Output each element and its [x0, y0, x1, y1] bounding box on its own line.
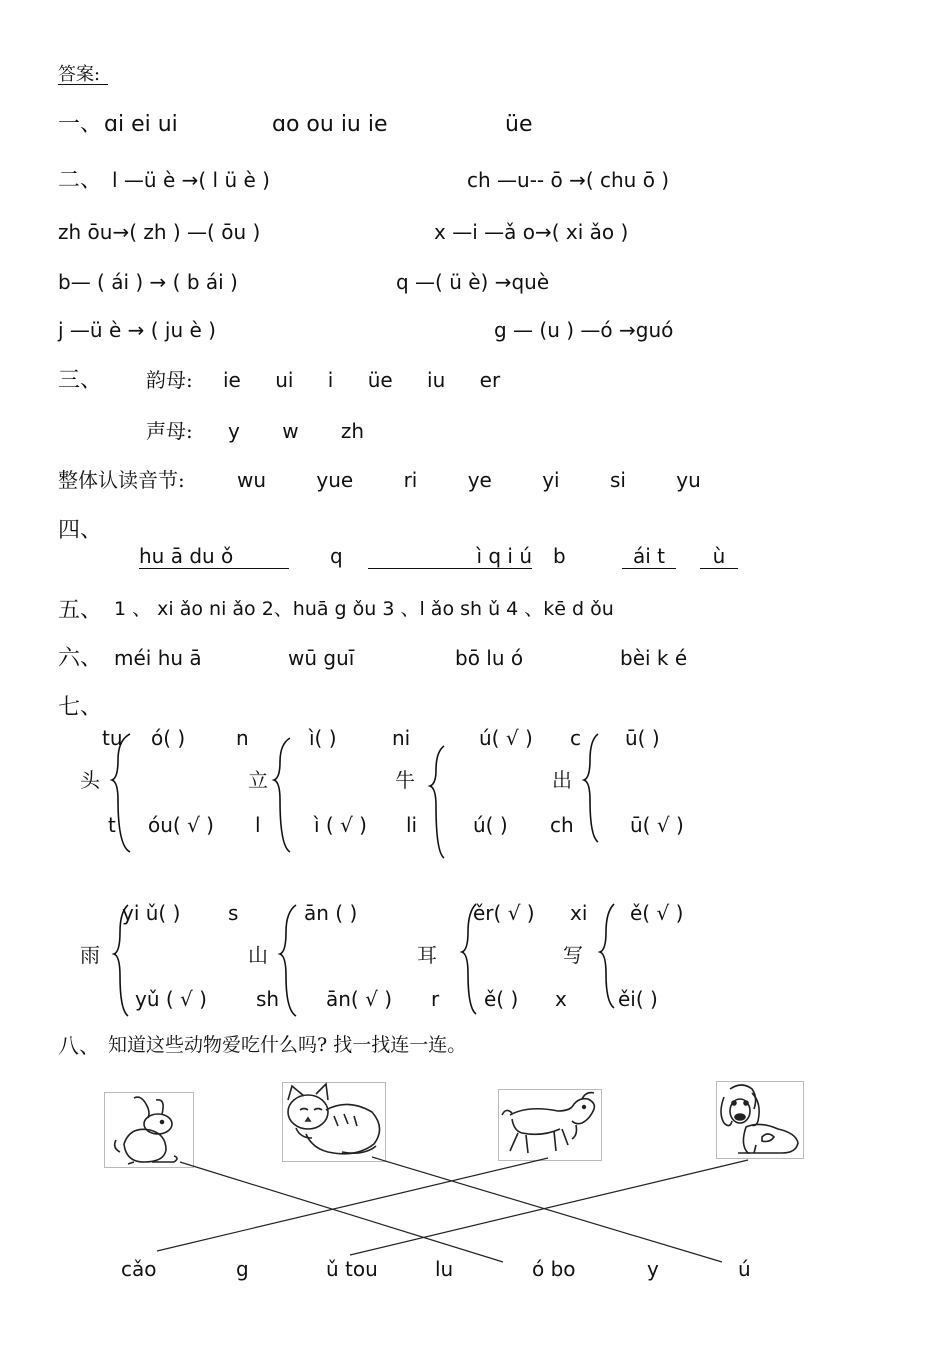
section-2-label: 二、: [58, 168, 103, 193]
spelling-2: ch —u-- ō →( chu ō ): [467, 168, 670, 192]
section-6-label: 六、: [58, 646, 103, 671]
section-8-label: 八、: [58, 1034, 100, 1058]
match-line: [350, 1160, 748, 1255]
section-3-label: 三、: [58, 368, 103, 393]
spelling-6: q —( ü è) →què: [396, 270, 550, 294]
choice-bottom: li: [406, 813, 418, 837]
spelling-7: j —ü è → ( ju è ): [58, 318, 216, 342]
choice-bottom: yǔ ( √ ): [135, 987, 207, 1011]
choice-bottom: t: [108, 813, 116, 837]
word-baitu-1: ái t: [622, 546, 676, 569]
choice-bottom: l: [255, 813, 261, 837]
section-5-label: 五、: [58, 598, 103, 623]
zhengti-label: 整体认读音节:: [58, 468, 185, 492]
shengmu-answers: y w zh: [228, 419, 365, 443]
food-word: ǔ tou: [326, 1257, 378, 1281]
section-4-label: 四、: [58, 518, 103, 543]
hanzi: 雨: [80, 943, 100, 967]
choice-top: n: [236, 726, 249, 750]
word-baitu-2: ù: [700, 546, 738, 569]
food-word: g: [236, 1257, 249, 1281]
hanzi: 立: [248, 768, 268, 792]
answer-heading: 答案:: [58, 66, 108, 85]
word-meihua: méi hu ā: [114, 646, 202, 670]
match-line: [157, 1158, 548, 1251]
shengmu-label: 声母:: [146, 419, 193, 443]
section-1-label: 一、: [58, 112, 103, 137]
choice-bottom: ū( √ ): [630, 813, 684, 837]
yunmu-label: 韵母:: [146, 368, 193, 392]
word-qiqiu: ì q i ú: [368, 546, 532, 569]
choice-bottom: ān( √ ): [326, 987, 392, 1011]
choice-bottom: ì ( √ ): [314, 813, 367, 837]
section-8-instruction: 知道这些动物爱吃什么吗? 找一找连一连。: [108, 1034, 467, 1056]
choice-top: yi ǔ( ): [122, 901, 181, 925]
choice-bottom: óu( √ ): [148, 813, 214, 837]
choice-bottom: r: [431, 987, 440, 1011]
food-word: ú: [738, 1257, 751, 1281]
choice-bottom: sh: [256, 987, 280, 1011]
choice-bottom: ch: [550, 813, 574, 837]
hanzi: 写: [563, 943, 583, 967]
choice-top: ó( ): [151, 726, 186, 750]
choice-top: s: [228, 901, 239, 925]
finals-group-3: üe: [505, 112, 533, 137]
finals-group-1: ɑi ei ui: [104, 112, 178, 137]
yunmu-answers: ie ui i üe iu er: [223, 368, 501, 392]
hanzi: 牛: [395, 768, 415, 792]
choice-bottom: ú( ): [473, 813, 508, 837]
word-huaduo: hu ā du ǒ: [139, 546, 289, 569]
word-baitu-initial: b: [553, 544, 566, 568]
spelling-5: b— ( ái ) → ( b ái ): [58, 270, 238, 294]
choice-top: tu: [102, 726, 123, 750]
spelling-1: l —ü è →( l ü è ): [112, 168, 270, 192]
choice-top: ěr( √ ): [473, 901, 535, 925]
choice-top: ū( ): [625, 726, 660, 750]
choice-bottom: x: [555, 987, 567, 1011]
choice-top: ni: [392, 726, 411, 750]
match-line: [372, 1157, 722, 1262]
choice-top: c: [570, 726, 581, 750]
word-beike: bèi k é: [620, 646, 688, 670]
section-5-answers: 1 、 xi ǎo ni ǎo 2、huā g ǒu 3 、l ǎo sh ǔ 4 、kē d ǒu: [114, 598, 614, 620]
choice-top: ě( √ ): [630, 901, 684, 925]
zhengti-answers: wu yue ri ye yi si yu: [237, 468, 701, 492]
word-wugui: wū guī: [288, 646, 355, 670]
spelling-4: x —i —ǎ o→( xi ǎo ): [434, 220, 629, 244]
section-7-label: 七、: [58, 695, 103, 720]
food-word: y: [647, 1257, 659, 1281]
food-word: ó bo: [532, 1257, 576, 1281]
word-boluo: bō lu ó: [455, 646, 524, 670]
hanzi: 头: [80, 768, 100, 792]
finals-group-2: ɑo ou iu ie: [272, 112, 388, 137]
choice-bottom: ě( ): [484, 987, 519, 1011]
spelling-8: g — (u ) —ó →guó: [494, 318, 674, 342]
word-qiqiu-initial: q: [330, 544, 343, 568]
choice-top: xi: [570, 901, 588, 925]
spelling-3: zh ōu→( zh ) —( ōu ): [58, 220, 261, 244]
choice-bottom: ěi( ): [618, 987, 658, 1011]
hanzi: 耳: [417, 943, 437, 967]
food-word: lu: [435, 1257, 454, 1281]
hanzi: 山: [248, 943, 268, 967]
match-line: [180, 1162, 503, 1262]
hanzi: 出: [552, 768, 572, 792]
choice-top: ì( ): [309, 726, 337, 750]
choice-top: ān ( ): [304, 901, 358, 925]
choice-top: ú( √ ): [479, 726, 533, 750]
food-word: cǎo: [121, 1257, 157, 1281]
